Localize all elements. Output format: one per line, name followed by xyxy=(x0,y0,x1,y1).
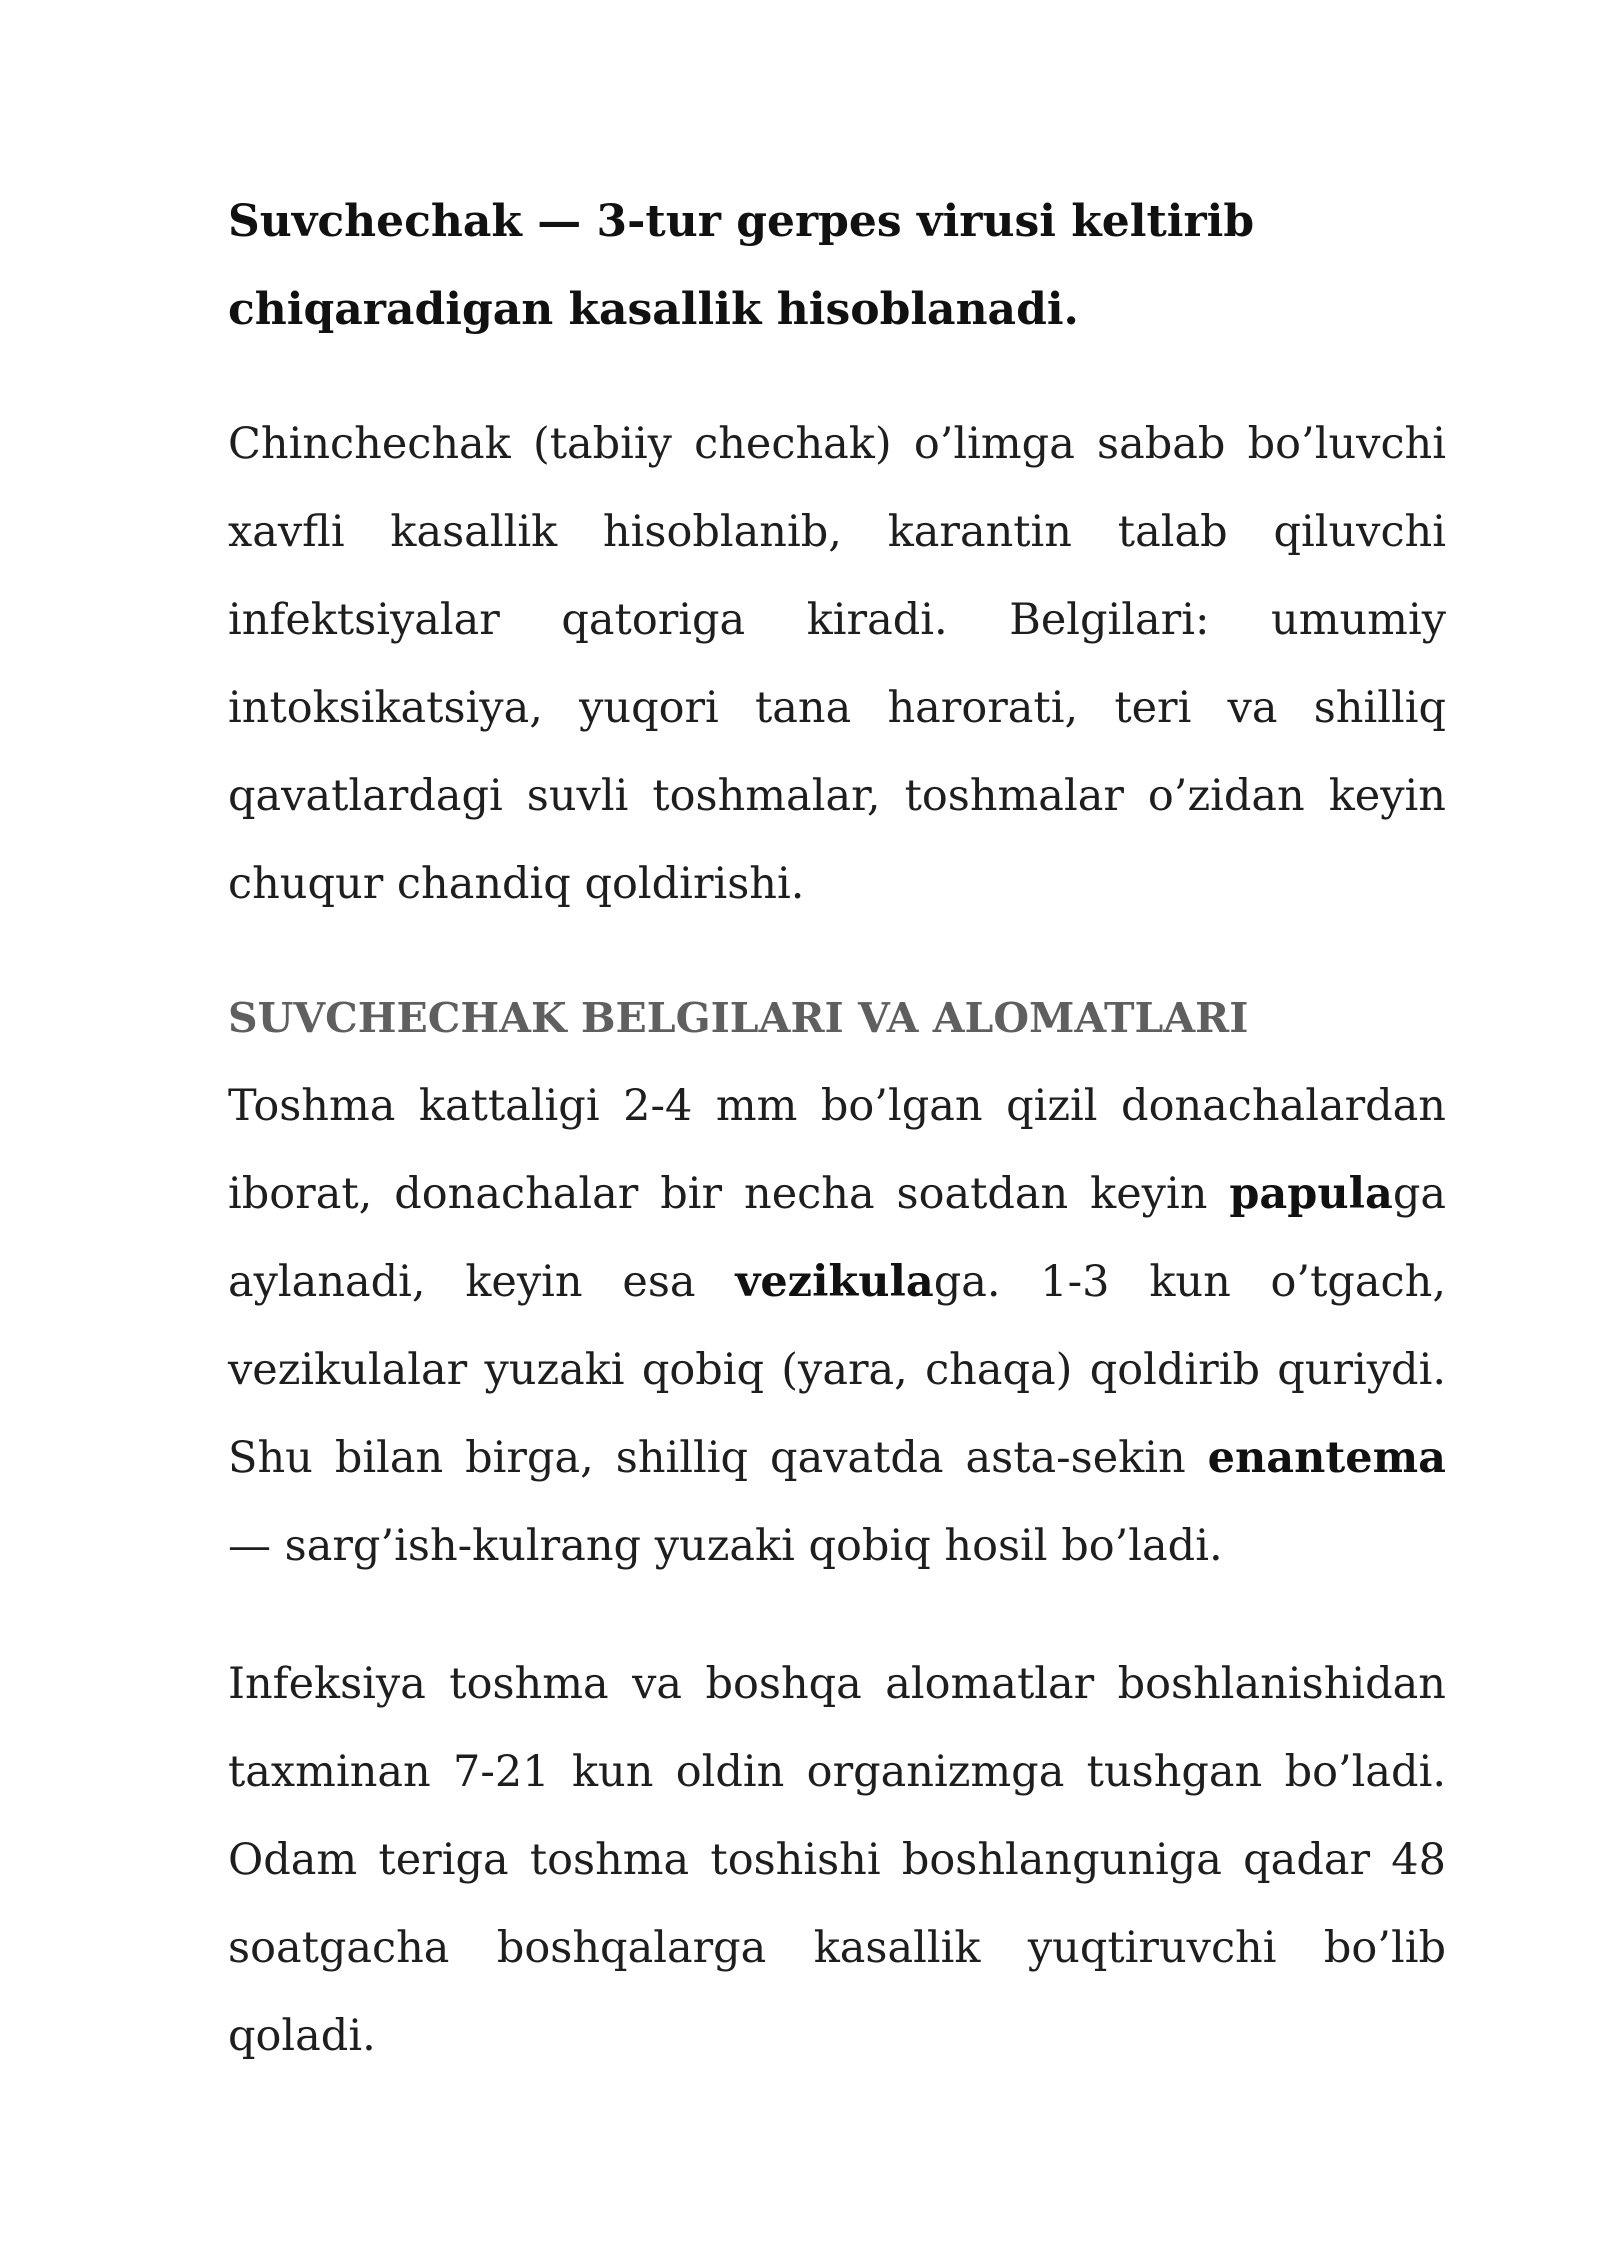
paragraph-rash xyxy=(228,1062,1446,1590)
term-papula: papula xyxy=(1229,1169,1393,1219)
paragraph-incubation: Infeksiya toshma va boshqa alomatlar boshlanishidan taxminan 7-21 kun oldin organizmga tushgan bo’ladi. Odam teriga toshma toshishi boshlanguniga qadar 48 soatgacha boshqalarga kasallik yuqtiruvchi bo’lib qoladi. xyxy=(228,1659,1446,2061)
term-enantema: enantema xyxy=(1207,1433,1446,1483)
lead-statement: Suvchechak — 3-tur gerpes virusi keltirib chiqaradigan kasallik hisoblanadi. xyxy=(228,196,1255,335)
document-body xyxy=(228,178,1446,2080)
rash-text-3: ga. 1-3 kun o’tgach, vezikulalar yuzaki qobiq (yara, chaqa) qoldirib quriydi. Shu bilan birga, shilliq qavatda asta-sekin xyxy=(228,1257,1446,1483)
paragraph-smallpox: Chinchechak (tabiiy chechak) o’limga sabab bo’luvchi xavfli kasallik hisoblanib, karantin talab qiluvchi infektsiyalar qatoriga kiradi. Belgilari: umumiy intoksikatsiya, yuqori tana harorati, teri va shilliq qavatlardagi suvli toshmalar, toshmalar o’zidan keyin chuqur chandiq qoldirishi. xyxy=(228,419,1446,909)
rash-text-4: — sarg’ish-kulrang yuzaki qobiq hosil bo’ladi. xyxy=(228,1521,1223,1571)
term-vezikula: vezikula xyxy=(735,1257,934,1307)
rash-text-2: ga aylanadi, keyin esa xyxy=(228,1169,1446,1307)
section-heading: SUVCHECHAK BELGILARI VA ALOMATLARI xyxy=(228,994,1249,1042)
rash-text-1: Toshma kattaligi 2-4 mm bo’lgan qizil donachalardan iborat, donachalar bir necha soatdan keyin xyxy=(228,1081,1446,1219)
